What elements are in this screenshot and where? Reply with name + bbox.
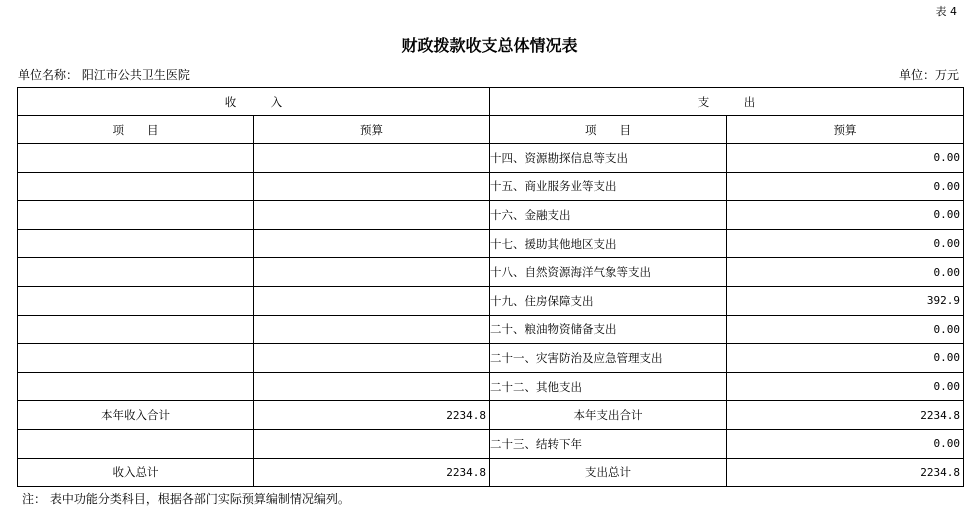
table-row [18,401,964,430]
table-row [18,286,964,315]
income-item-cell [18,172,254,201]
expense-item-cell: 十五、商业服务业等支出 [490,172,727,201]
income-budget-cell [254,144,490,173]
expense-budget-header: 预算 [727,116,964,144]
expense-item-cell: 十六、金融支出 [490,201,727,230]
table-row [18,172,964,201]
expense-item-cell: 二十、粮油物资储备支出 [490,315,727,344]
income-budget-cell [254,344,490,373]
table-row [18,229,964,258]
table-row [18,201,964,230]
income-item-cell [18,429,254,458]
expense-item-cell: 十四、资源勘探信息等支出 [490,144,727,173]
expense-item-cell: 本年支出合计 [490,401,727,430]
income-item-cell: 本年收入合计 [18,401,254,430]
expense-item-cell: 支出总计 [490,458,727,487]
income-item-header: 项 目 [18,116,254,144]
table-row [18,144,964,173]
table-row [18,372,964,401]
income-item-cell: 收入总计 [18,458,254,487]
income-budget-cell: 2234.8 [254,401,490,430]
expense-item-cell: 十九、住房保障支出 [490,286,727,315]
income-item-cell [18,286,254,315]
income-item-cell [18,258,254,287]
income-budget-cell [254,286,490,315]
expense-item-cell: 十七、援助其他地区支出 [490,229,727,258]
expense-item-cell: 二十二、其他支出 [490,372,727,401]
unit-name-label: 单位名称： 阳江市公共卫生医院 [18,68,190,82]
income-budget-cell [254,172,490,201]
page-title: 财政拨款收支总体情况表 [401,36,578,55]
income-item-cell [18,315,254,344]
expense-item-cell: 二十三、结转下年 [490,429,727,458]
expense-budget-cell: 0.00 [727,372,964,401]
expense-budget-cell: 0.00 [727,315,964,344]
income-budget-cell [254,229,490,258]
expense-item-cell: 十八、自然资源海洋气象等支出 [490,258,727,287]
table-row [18,429,964,458]
column-header-row [18,116,964,144]
expense-budget-cell: 0.00 [727,229,964,258]
income-item-cell [18,229,254,258]
table-row [18,344,964,373]
income-item-cell [18,344,254,373]
expense-item-header: 项 目 [490,116,727,144]
income-budget-cell [254,315,490,344]
expense-budget-cell: 0.00 [727,172,964,201]
expense-budget-cell: 0.00 [727,429,964,458]
budget-table [17,87,964,487]
currency-unit-label: 单位：万元 [898,68,959,82]
expense-budget-cell: 2234.8 [727,458,964,487]
income-item-cell [18,372,254,401]
table-row [18,458,964,487]
sheet-tag: 表 4 [935,5,957,18]
table-row [18,315,964,344]
section-header-row [18,88,964,116]
income-budget-cell: 2234.8 [254,458,490,487]
expense-budget-cell: 392.9 [727,286,964,315]
income-budget-cell [254,258,490,287]
expense-budget-cell: 0.00 [727,258,964,287]
expense-item-cell: 二十一、灾害防治及应急管理支出 [490,344,727,373]
expense-budget-cell: 0.00 [727,344,964,373]
income-budget-cell [254,201,490,230]
income-budget-cell [254,372,490,401]
expense-budget-cell: 0.00 [727,201,964,230]
expense-section-header: 支 出 [490,88,964,116]
income-section-header: 收 入 [18,88,490,116]
income-item-cell [18,144,254,173]
income-item-cell [18,201,254,230]
expense-budget-cell: 2234.8 [727,401,964,430]
expense-budget-cell: 0.00 [727,144,964,173]
table-row [18,258,964,287]
income-budget-header: 预算 [254,116,490,144]
footnote: 注： 表中功能分类科目，根据各部门实际预算编制情况编列。 [22,492,350,506]
income-budget-cell [254,429,490,458]
